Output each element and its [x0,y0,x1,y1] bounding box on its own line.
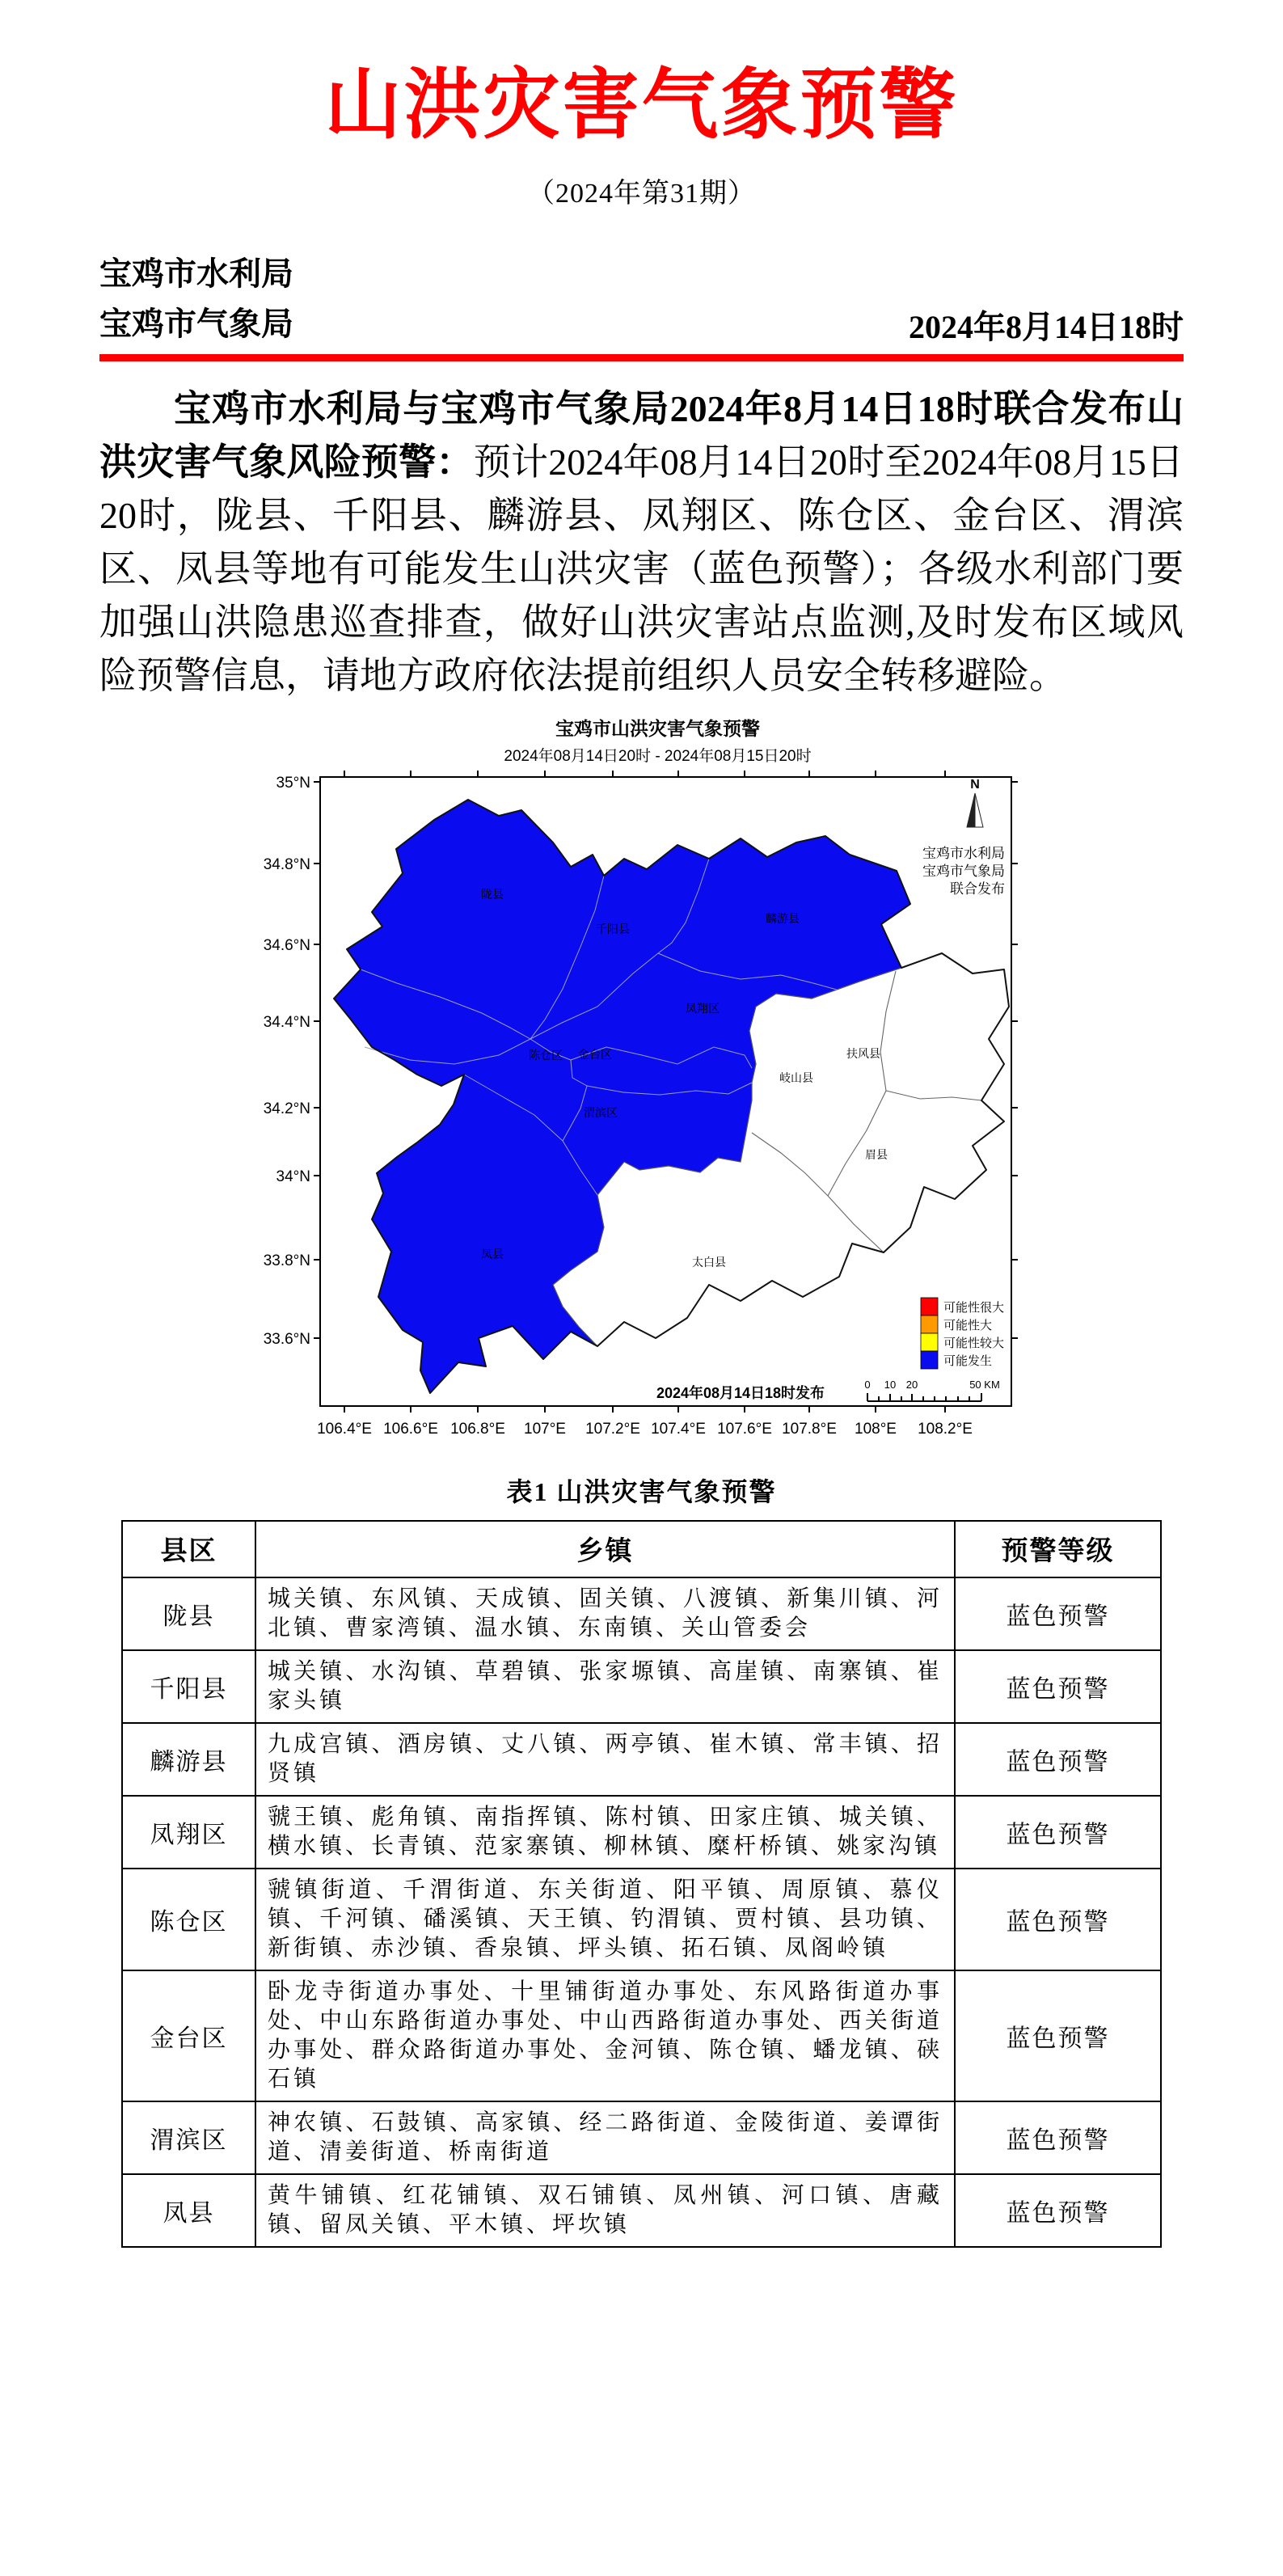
cell-level: 蓝色预警 [955,1723,1161,1796]
legend-swatch-very-likely [921,1298,938,1315]
agency-line-meteo: 宝鸡市气象局 [99,305,293,342]
map-issued-datetime: 2024年08月14日18时发布 [656,1384,825,1401]
legend-label-fairly-likely: 可能性较大 [943,1336,1005,1350]
map-issuer-line2: 宝鸡市气象局 [922,863,1005,879]
body-paragraph [99,382,1184,703]
label-meixian: 眉县 [865,1147,888,1161]
cell-towns: 城关镇、东风镇、天成镇、固关镇、八渡镇、新集川镇、河北镇、曹家湾镇、温水镇、东南镇、关山管委会 [255,1577,955,1650]
scale-label-50km: 50 KM [969,1378,1000,1391]
legend-label-very-likely: 可能性很大 [943,1300,1005,1315]
label-jintai: 金台区 [578,1047,612,1061]
label-weibin: 渭滨区 [584,1105,618,1119]
map-title: 宝鸡市山洪灾害气象预警 [555,717,760,739]
label-linyou: 麟游县 [766,911,800,925]
cell-level: 蓝色预警 [955,1869,1161,1970]
y-tick-label: 34.4°N [263,1013,310,1031]
x-tick-label: 107.2°E [585,1420,640,1438]
x-tick-label: 108.2°E [918,1420,973,1438]
table-header-row [122,1521,1161,1577]
x-tick-label: 106.4°E [317,1420,372,1438]
agency-header [99,249,1184,349]
table-caption: 表1 山洪灾害气象预警 [506,1476,777,1506]
x-tick-label: 107.6°E [717,1420,772,1438]
y-tick-label: 33.6°N [263,1330,310,1348]
scale-label-10: 10 [884,1378,897,1391]
cell-towns: 九成宫镇、酒房镇、丈八镇、两亭镇、崔木镇、常丰镇、招贤镇 [255,1723,955,1796]
header-level: 预警等级 [955,1521,1161,1577]
label-longxian: 陇县 [481,887,504,901]
scale-label-0: 0 [864,1378,871,1391]
cell-county: 渭滨区 [122,2101,255,2174]
cell-level: 蓝色预警 [955,2101,1161,2174]
cell-county: 陇县 [122,1577,255,1650]
map-titles [243,714,1040,766]
x-tick-label: 108°E [855,1420,897,1438]
legend-label-likely: 可能性大 [943,1318,993,1332]
cell-towns: 黄牛铺镇、红花铺镇、双石铺镇、凤州镇、河口镇、唐藏镇、留凤关镇、平木镇、坪坎镇 [255,2174,955,2247]
cell-level: 蓝色预警 [955,1577,1161,1650]
x-tick-label: 107.8°E [782,1420,837,1438]
document-title: 山洪灾害气象预警 [324,62,959,148]
y-tick-label: 35°N [276,774,310,792]
issue-datetime: 2024年8月14日18时 [909,308,1184,345]
cell-county: 麟游县 [122,1723,255,1796]
x-tick-label: 107°E [524,1420,566,1438]
table-row [122,1723,1161,1796]
map-canvas-wrap [260,767,1023,1459]
label-chencang: 陈仓区 [529,1048,563,1062]
legend-swatch-possible [921,1351,938,1369]
cell-county: 金台区 [122,1970,255,2101]
x-tick-label: 106.6°E [383,1420,438,1438]
cell-towns: 神农镇、石鼓镇、高家镇、经二路街道、金陵街道、姜谭街道、清姜街道、桥南街道 [255,2101,955,2174]
legend-label-possible: 可能发生 [943,1353,993,1368]
label-fufeng: 扶风县 [846,1046,880,1060]
x-axis-labels [317,1421,973,1438]
cell-towns: 虢王镇、彪角镇、南指挥镇、陈村镇、田家庄镇、城关镇、横水镇、长青镇、范家寨镇、柳林镇、糜杆桥镇、姚家沟镇 [255,1796,955,1869]
x-tick-label: 107.4°E [651,1420,706,1438]
cell-county: 陈仓区 [122,1869,255,1970]
warning-map-figure [99,714,1184,1459]
table-row [122,1970,1161,2101]
header-towns: 乡镇 [255,1521,955,1577]
header-county: 县区 [122,1521,255,1577]
legend-swatch-fairly-likely [921,1333,938,1351]
table-row [122,2101,1161,2174]
y-tick-label: 34.2°N [263,1100,310,1117]
label-fengxiang: 凤翔区 [686,1001,720,1015]
cell-towns: 城关镇、水沟镇、草碧镇、张家塬镇、高崖镇、南寨镇、崔家头镇 [255,1650,955,1723]
cell-county: 千阳县 [122,1650,255,1723]
body-bold-lead: 宝鸡市水利局与宝鸡市气象局2024年8月14日18时联合发布山洪灾害气象风险预警： [99,387,1184,483]
map-subtitle: 2024年08月14日20时 - 2024年08月15日20时 [504,747,812,765]
cell-level: 蓝色预警 [955,2174,1161,2247]
body-rest-text: 预计2024年08月14日20时至2024年08月15日20时，陇县、千阳县、麟游县、凤翔区、陈仓区、金台区、渭滨区、凤县等地有可能发生山洪灾害（蓝色预警）；各级水利部门要加强山洪隐患巡查排查，做好山洪灾害站点监测,及时发布区域风险预警信息，请地方政府依法提前组织人员安全转移避险。 [99,441,1184,696]
cell-level: 蓝色预警 [955,1796,1161,1869]
x-tick-label: 106.8°E [450,1420,505,1438]
label-fengxian: 凤县 [481,1247,504,1261]
label-qianyang: 千阳县 [596,922,630,935]
scale-label-20: 20 [905,1378,918,1391]
agency-line-water: 宝鸡市水利局 [99,255,293,292]
table-row [122,1869,1161,1970]
cell-county: 凤翔区 [122,1796,255,1869]
table-row [122,1796,1161,1869]
table-row [122,2174,1161,2247]
label-taibai: 太白县 [692,1255,726,1269]
north-arrow-label: N [970,777,980,792]
warning-table [121,1520,1162,2248]
y-tick-label: 34.6°N [263,936,310,954]
cell-level: 蓝色预警 [955,1970,1161,2101]
y-axis-labels [264,775,310,1348]
label-qishan: 岐山县 [779,1071,813,1084]
map-issuer-line3: 联合发布 [950,880,1005,897]
cell-level: 蓝色预警 [955,1650,1161,1723]
legend-swatch-likely [921,1315,938,1333]
issue-number: （2024年第31期） [527,178,756,209]
y-tick-label: 34°N [276,1168,310,1185]
y-tick-label: 33.8°N [263,1252,310,1269]
table-row [122,1577,1161,1650]
cell-towns: 虢镇街道、千渭街道、东关街道、阳平镇、周原镇、慕仪镇、千河镇、磻溪镇、天王镇、钓渭镇、贾村镇、县功镇、新街镇、赤沙镇、香泉镇、坪头镇、拓石镇、凤阁岭镇 [255,1869,955,1970]
red-divider-rule [99,354,1184,361]
agency-names [99,249,293,349]
y-tick-label: 34.8°N [263,855,310,873]
warning-map-svg [260,767,1023,1455]
table-row [122,1650,1161,1723]
map-issuer-line1: 宝鸡市水利局 [922,845,1005,861]
cell-county: 凤县 [122,2174,255,2247]
cell-towns: 卧龙寺街道办事处、十里铺街道办事处、东风路街道办事处、中山东路街道办事处、中山西路街道办事处、西关街道办事处、群众路街道办事处、金河镇、陈仓镇、蟠龙镇、硖石镇 [255,1970,955,2101]
